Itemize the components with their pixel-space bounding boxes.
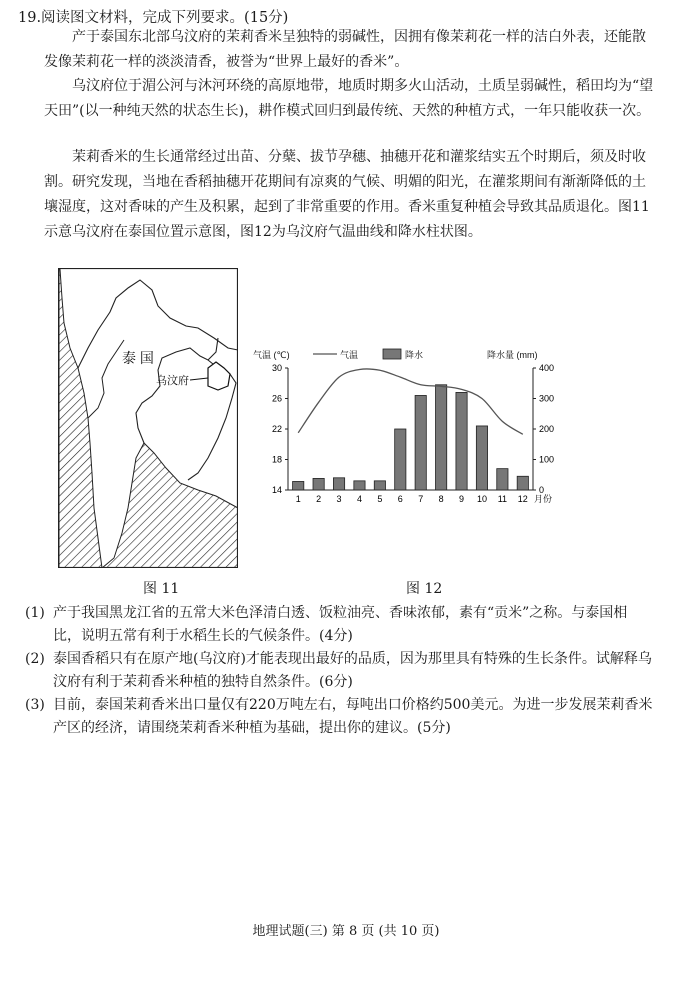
sub-question-number: (3) [25, 697, 45, 713]
material-paragraph-2: 乌汶府位于湄公河与沐河环绕的高原地带，地质时期多火山活动，土质呈弱碱性，稻田均为“望天田”(以一种纯天然的状态生长)，耕作模式回归到最传统、天然的种植方式，一年只能收获一次。 [44, 78, 654, 119]
question-title: 19.阅读图文材料，完成下列要求。(15分) [18, 10, 289, 26]
month-tick-label: 5 [377, 494, 383, 504]
month-tick-label: 7 [418, 494, 424, 504]
right-tick-label: 200 [539, 424, 555, 434]
ubon-label: 乌汶府 [156, 375, 189, 387]
precipitation-bar [333, 478, 344, 490]
sub-question-number: (2) [25, 651, 45, 667]
sub-question-text: 产于我国黑龙江省的五常大米色泽清白透、饭粒油亮、香味浓郁，素有“贡米”之称。与泰国相比，说明五常有利于水稻生长的气候条件。(4分) [53, 605, 628, 644]
month-tick-label: 12 [517, 494, 528, 504]
thailand-label: 泰 国 [122, 350, 154, 366]
left-axis-label: 气温 (℃) [253, 350, 290, 360]
precipitation-bar [415, 395, 426, 490]
sub-question-2 [25, 648, 655, 694]
material-paragraph-1: 产于泰国东北部乌汶府的茉莉香米呈独特的弱碱性，因拥有像茉莉花一样的洁白外表，还能散发像茉莉花一样的淡淡清香，被誉为“世界上最好的香米”。 [44, 29, 646, 70]
precipitation-bar [456, 392, 467, 490]
legend-bar-swatch [383, 349, 401, 359]
thailand-location-map [58, 268, 238, 568]
right-axis-label: 降水量 (mm) [487, 350, 538, 360]
right-tick-label: 400 [539, 363, 555, 373]
right-tick-label: 300 [539, 393, 555, 404]
sub-question-text: 目前，泰国茉莉香米出口量仅有220万吨左右，每吨出口价格约500美元。为进一步发展茉莉香米产区的经济，请围绕茉莉香米种植为基础，提出你的建议。(5分) [53, 697, 653, 736]
left-tick-label: 14 [271, 485, 282, 495]
precipitation-bar [517, 476, 528, 490]
precipitation-bar [497, 469, 508, 490]
left-tick-label: 30 [271, 363, 282, 373]
precipitation-bar [436, 385, 447, 490]
month-tick-label: 4 [356, 494, 362, 504]
legend-precipitation-label: 降水 [405, 350, 424, 360]
sub-question-1 [25, 602, 655, 648]
left-tick-label: 22 [271, 424, 282, 434]
sub-question-number: (1) [25, 605, 45, 621]
month-tick-label: 1 [295, 494, 301, 504]
precipitation-bar [476, 426, 487, 490]
sub-question-text: 泰国香稻只有在原产地(乌汶府)才能表现出最好的品质，因为那里具有特殊的生长条件。试解释乌汶府有利于茉莉香米种植的独特自然条件。(6分) [53, 651, 652, 690]
x-axis-suffix: 月份 [534, 494, 553, 504]
right-tick-label: 0 [539, 485, 545, 495]
page-footer: 地理试题(三) 第 8 页 (共 10 页) [252, 924, 440, 939]
precipitation-bar [293, 481, 304, 490]
month-tick-label: 10 [476, 494, 487, 504]
left-tick-label: 26 [271, 393, 282, 404]
precipitation-bar [395, 429, 406, 490]
month-tick-label: 6 [397, 494, 403, 504]
precipitation-bar [374, 481, 385, 490]
material-paragraph-3: 茉莉香米的生长通常经过出苗、分蘖、拔节孕穗、抽穗开花和灌浆结实五个时期后，须及时收割。研究发现，当地在香稻抽穗开花期间有凉爽的气候、明媚的阳光，在灌浆期间有渐渐降低的土壤湿度，这对香味的产生及积累，起到了非常重要的作用。香米重复种植会导致其品质退化。图11示意乌汶府在泰国位置示意图，图12为乌汶府气温曲线和降水柱状图。 [44, 149, 650, 240]
precipitation-bar [313, 478, 324, 490]
month-tick-label: 2 [316, 494, 322, 504]
month-tick-label: 8 [438, 494, 444, 504]
legend-temperature-label: 气温 [340, 350, 359, 360]
precipitation-bar [354, 481, 365, 490]
temperature-line [298, 369, 523, 434]
month-tick-label: 11 [497, 494, 508, 504]
right-tick-label: 100 [539, 454, 555, 465]
month-tick-label: 9 [459, 494, 465, 504]
left-tick-label: 18 [271, 454, 282, 465]
climate-chart [253, 340, 573, 515]
figure-12-caption: 图 12 [406, 581, 443, 597]
sub-question-3 [25, 694, 655, 740]
figure-11-caption: 图 11 [143, 581, 180, 597]
month-tick-label: 3 [336, 494, 342, 504]
